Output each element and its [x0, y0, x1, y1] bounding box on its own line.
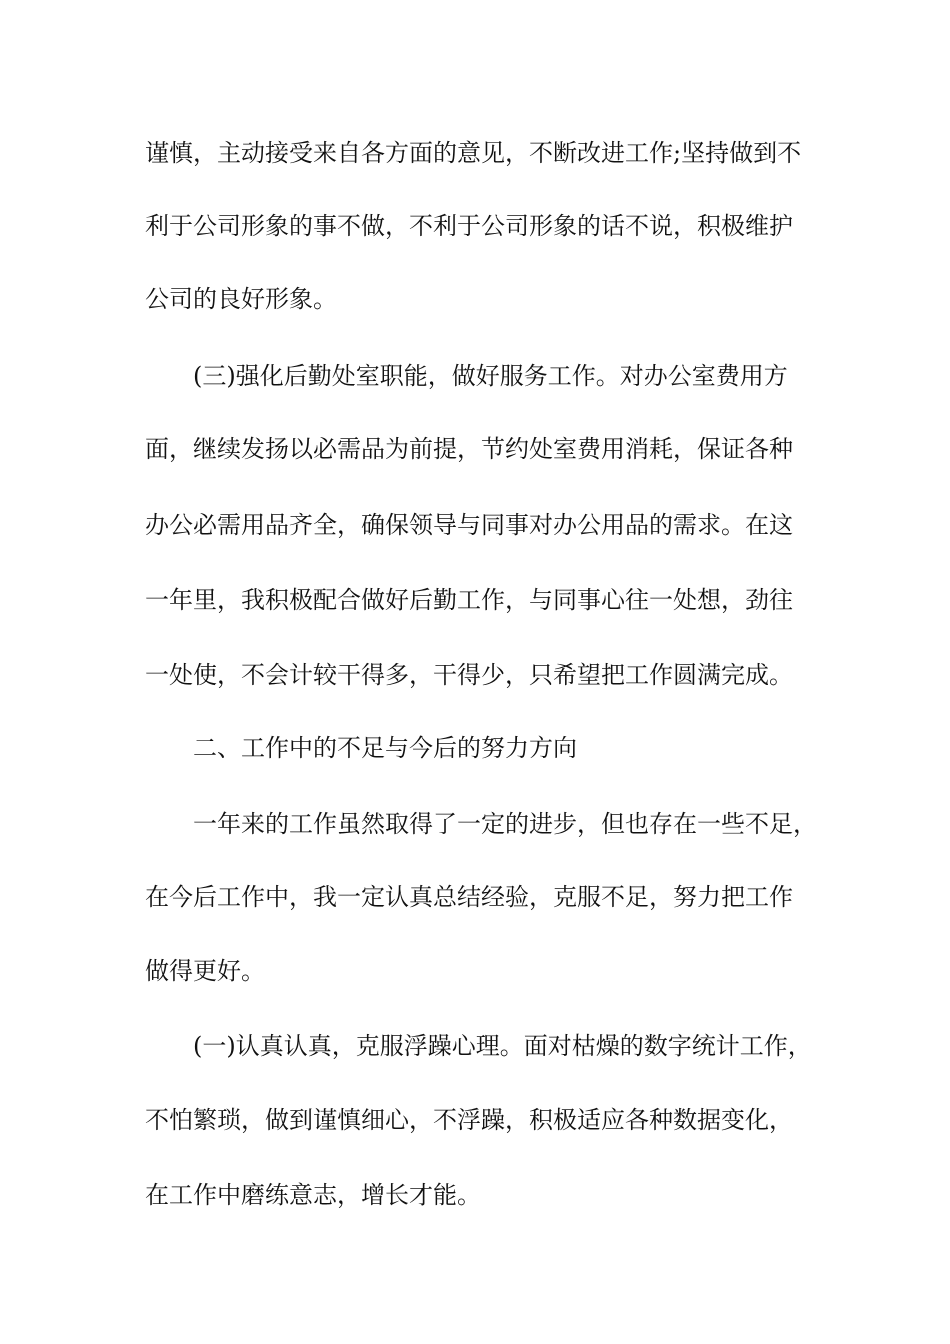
text-line-4: (三)强化后勤处室职能，做好服务工作。对办公室费用方	[193, 362, 788, 390]
text-line-14: 不怕繁琐，做到谨慎细心，不浮躁，积极适应各种数据变化，	[145, 1106, 793, 1134]
text-line-5: 面，继续发扬以必需品为前提，节约处室费用消耗，保证各种	[145, 435, 793, 463]
text-line-10: 一年来的工作虽然取得了一定的进步，但也存在一些不足，	[193, 810, 817, 838]
text-line-11: 在今后工作中，我一定认真总结经验，克服不足，努力把工作	[145, 883, 793, 911]
text-line-12: 做得更好。	[145, 957, 265, 985]
text-line-1: 谨慎，主动接受来自各方面的意见，不断改进工作;坚持做到不	[145, 139, 802, 167]
text-line-7: 一年里，我积极配合做好后勤工作，与同事心往一处想，劲往	[145, 586, 793, 614]
section-heading: 二、工作中的不足与今后的努力方向	[193, 734, 577, 762]
text-line-8: 一处使，不会计较干得多，干得少，只希望把工作圆满完成。	[145, 661, 793, 689]
text-line-15: 在工作中磨练意志，增长才能。	[145, 1181, 481, 1209]
text-line-2: 利于公司形象的事不做，不利于公司形象的话不说，积极维护	[145, 212, 793, 240]
text-line-3: 公司的良好形象。	[145, 285, 337, 313]
text-line-6: 办公必需用品齐全，确保领导与同事对办公用品的需求。在这	[145, 511, 793, 539]
text-line-13: (一)认真认真，克服浮躁心理。面对枯燥的数字统计工作，	[193, 1032, 812, 1060]
